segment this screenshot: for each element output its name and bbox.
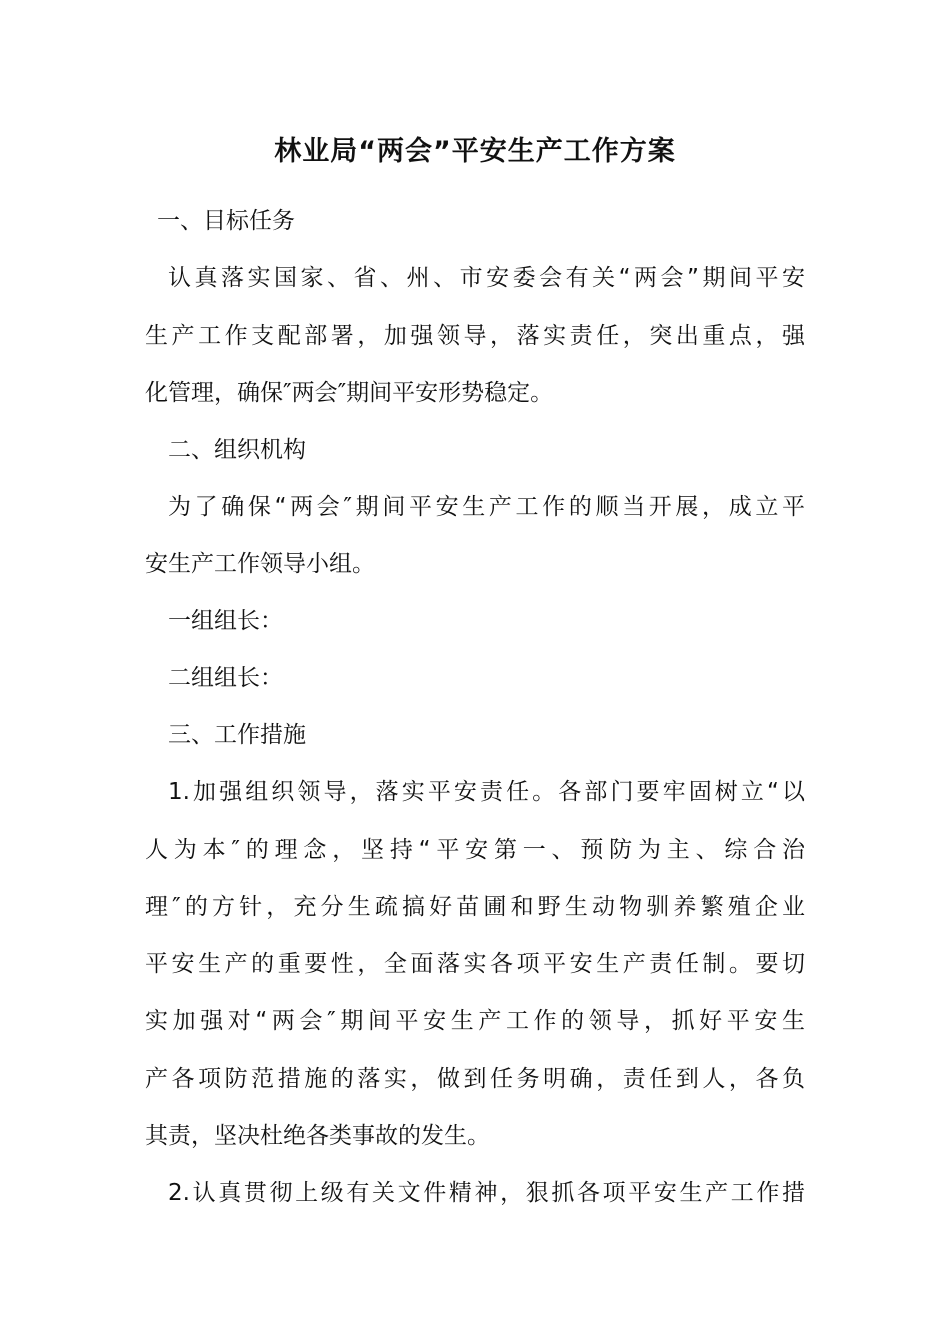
paragraph-line: 2.认真贯彻上级有关文件精神，狠抓各项平安生产工作措 xyxy=(168,1180,805,1206)
paragraph-line: 安生产工作领导小组。 xyxy=(145,551,375,577)
paragraph-line: 为了确保“两会″期间平安生产工作的顺当开展，成立平 xyxy=(168,494,805,520)
paragraph-line: 人为本″的理念，坚持“平安第一、预防为主、综合治 xyxy=(145,837,805,863)
paragraph-line: 1.加强组织领导，落实平安责任。各部门要牢固树立“以 xyxy=(168,779,805,805)
paragraph-line: 理″的方针，充分生疏搞好苗圃和野生动物驯养繁殖企业 xyxy=(145,894,805,920)
group-leader-1: 一组组长： xyxy=(168,608,283,634)
paragraph-line: 平安生产的重要性，全面落实各项平安生产责任制。要切 xyxy=(145,951,805,977)
group-leader-2: 二组组长： xyxy=(168,665,283,691)
section-heading-goals: 一、目标任务 xyxy=(157,208,295,234)
section-heading-measures: 三、工作措施 xyxy=(168,722,306,748)
paragraph-line: 认真落实国家、省、州、市安委会有关“两会”期间平安 xyxy=(168,265,805,291)
paragraph-line: 生产工作支配部署，加强领导，落实责任，突出重点，强 xyxy=(145,323,805,349)
document-title: 林业局“两会”平安生产工作方案 xyxy=(274,136,676,167)
section-heading-organization: 二、组织机构 xyxy=(168,437,306,463)
paragraph-line: 实加强对“两会″期间平安生产工作的领导，抓好平安生 xyxy=(145,1008,805,1034)
paragraph-line: 其责，坚决杜绝各类事故的发生。 xyxy=(145,1123,490,1149)
paragraph-line: 化管理，确保″两会″期间平安形势稳定。 xyxy=(145,380,554,406)
paragraph-line: 产各项防范措施的落实，做到任务明确，责任到人，各负 xyxy=(145,1066,805,1092)
